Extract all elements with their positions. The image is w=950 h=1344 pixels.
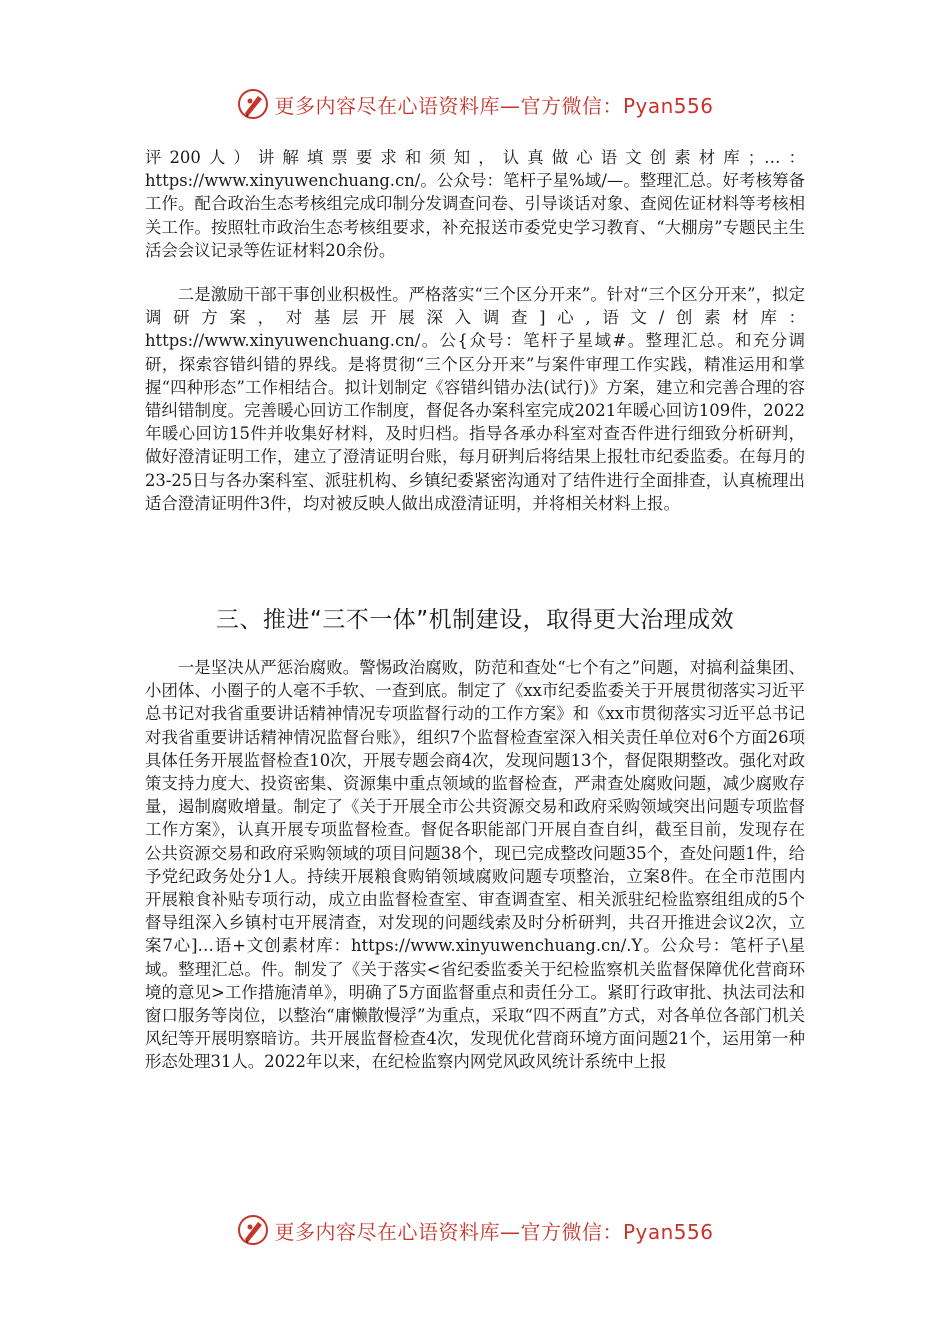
pen-logo-icon [236,1213,270,1247]
paragraph: 一是坚决从严惩治腐败。警惕政治腐败，防范和查处“七个有之”问题，对搞利益集团、小团体、小圈子的人毫不手软、一查到底。制定了《xx市纪委监委关于开展贯彻落实习近平总书记对我省重要讲话精神情况专项监督行动的工作方案》和《xx市贯彻落实习近平总书记对我省重要讲话精神情况监督台账》，组织7个监督检查室深入相关责任单位对6个方面26项具体任务开展监督检查10次，开展专题会商4次，发现问题13个，督促限期整改。强化对政策支持力度大、投资密集、资源集中重点领域的监督检查，严肃查处腐败问题，减少腐败存量，遏制腐败增量。制定了《关于开展全市公共资源交易和政府采购领域突出问题专项监督工作方案》，认真开展专项监督检查。督促各职能部门开展自查自纠，截至目前，发现存在公共资源交易和政府采购领域的项目问题38个，现已完成整改问题35个，查处问题1件，给予党纪政务处分1人。持续开展粮食购销领域腐败问题专项整治，立案8件。在全市范围内开展粮食补贴专项行动，成立由监督检查室、审查调查室、相关派驻纪检监察组组成的5个督导组深入乡镇村屯开展清查，对发现的问题线索及时分析研判，共召开推进会议2次，立案7心]…语+文创素材库：https://www.xinyuwenchuang.cn/.Y。公众号：笔杆子\星域。整理汇总。件。制发了《关于落实<省纪委监委关于纪检监察机关监督保障优化营商环境的意见>工作措施清单》，明确了5方面监督重点和责任分工。紧盯行政审批、执法司法和窗口服务等岗位，以整治“庸懒散慢浮”为重点，采取“四不两直”方式，对各单位各部门机关风纪等开展明察暗访。共开展监督检查4次，发现优化营商环境方面问题21个，运用第一种形态处理31人。2022年以来，在纪检监察内网党风政风统计系统中上报 [145,658,805,1072]
footer-banner-text: 更多内容尽在心语资料库—官方微信：Pyan556 [274,1219,714,1244]
footer-banner [0,1210,950,1250]
body-text-top [145,146,805,515]
header-banner [0,84,950,124]
body-text-bottom [145,656,805,1074]
paragraph: 二是激励干部干事创业积极性。严格落实“三个区分开来”。针对“三个区分开来”，拟定调研方案，对基层开展深入调查]心,语文/创素材库：https://www.xinyuwenchuang.cn/。公{众号：笔杆子星域#。整理汇总。和充分调研，探索容错纠错的界线。是将贯彻“三个区分开来”与案件审理工作实践，精准运用和掌握“四种形态”工作相结合。拟计划制定《容错纠错办法(试行)》方案，建立和完善合理的容错纠错制度。完善暖心回访工作制度，督促各办案科室完成2021年暖心回访109件，2022年暖心回访15件并收集好材料，及时归档。指导各承办科室对查否件进行细致分析研判，做好澄清证明工作，建立了澄清证明台账，每月研判后将结果上报牡市纪委监委。在每月的23-25日与各办案科室、派驻机构、乡镇纪委紧密沟通对了结件进行全面排查，认真梳理出适合澄清证明件3件，均对被反映人做出成澄清证明，并将相关材料上报。 [145,285,805,513]
paragraph: 评200人）讲解填票要求和须知，认真做心语文创素材库；…：https://www.xinyuwenchuang.cn/。公众号：笔杆子星%域/—。整理汇总。好考核筹备工作。配合政治生态考核组完成印制分发调查问卷、引导谈话对象、查阅佐证材料等考核相关工作。按照牡市政治生态考核组要求，补充报送市委党史学习教育、“大棚房”专题民主生活会会议记录等佐证材料20余份。 [145,148,805,260]
section-heading: 三、推进“三不一体”机制建设，取得更大治理成效 [215,607,735,633]
pen-logo-icon [236,87,270,121]
header-banner-text: 更多内容尽在心语资料库—官方微信：Pyan556 [274,93,714,118]
